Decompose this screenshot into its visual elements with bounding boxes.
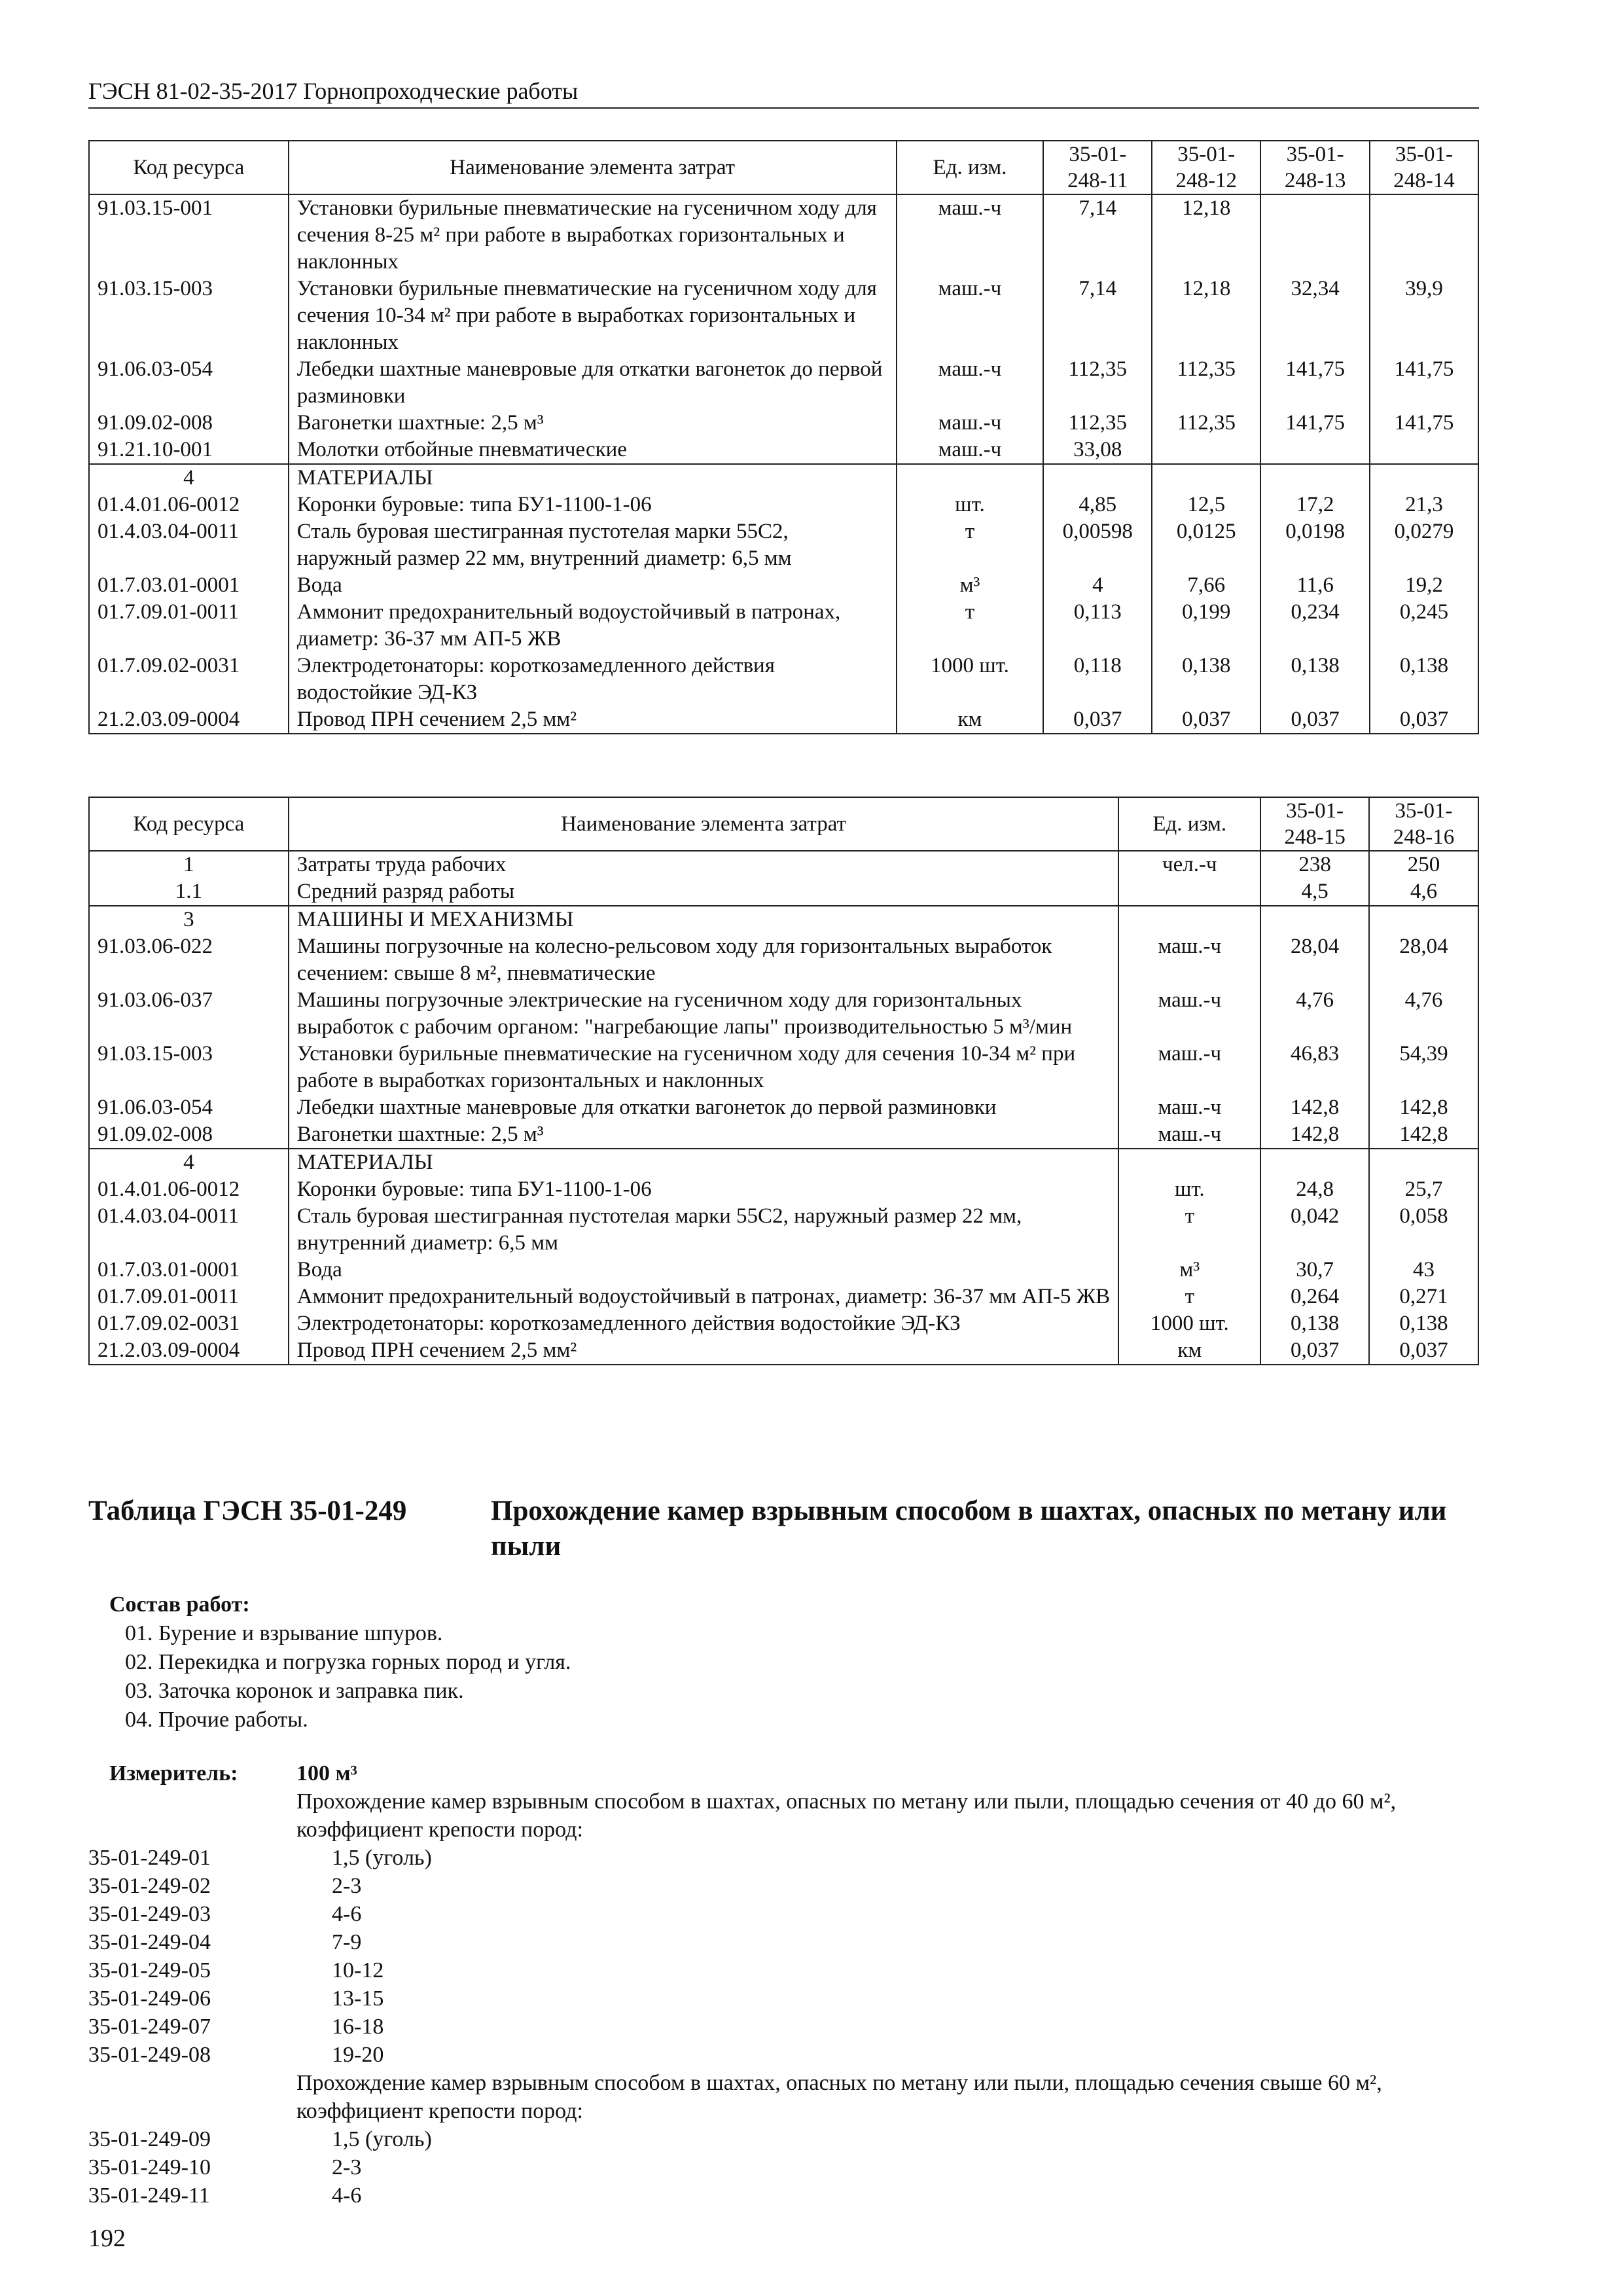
hardness-value: 10-12 [332,1958,384,1982]
resource-name: МАШИНЫ И МЕХАНИЗМЫ [289,906,1119,933]
norm-value: 142,8 [1369,1094,1478,1121]
norm-value: 28,04 [1260,933,1369,987]
resource-unit: чел.-ч [1118,851,1260,878]
table-header-row [89,141,1478,194]
norm-value: 0,037 [1260,706,1370,734]
resource-code: 91.21.10-001 [89,437,289,464]
norm-value: 0,037 [1369,1337,1478,1365]
norm-value: 0,138 [1369,1310,1478,1337]
hardness-value: 1,5 (уголь) [332,2127,432,2151]
hardness-value: 16-18 [332,2015,384,2039]
table-row [89,492,1478,518]
norm-value: 4,76 [1369,987,1478,1041]
norm-value: 4 [1043,572,1152,599]
measure-item [88,2013,1479,2041]
hardness-value: 4-6 [332,1902,362,1926]
norm-value: 0,037 [1152,706,1260,734]
section-row [89,1149,1478,1176]
norm-value: 0,234 [1260,599,1370,653]
table-row [89,653,1478,706]
column-header: Ед. изм. [1118,797,1260,851]
table-row [89,878,1478,906]
resource-name: Аммонит предохранительный водоустойчивый в патронах, диаметр: 36-37 мм АП-5 ЖВ [289,1283,1119,1310]
resource-name: Установки бурильные пневматические на гусеничном ходу для сечения 10-34 м² при работе в выработках горизонтальных и наклонных [289,1041,1119,1094]
norm-value: 19,2 [1370,572,1478,599]
norm-value [1369,1149,1478,1176]
resource-name: Аммонит предохранительный водоустойчивый в патронах, диаметр: 36-37 мм АП-5 ЖВ [289,599,897,653]
norm-code: 35-01-249-08 [88,2043,211,2067]
norm-value: 12,18 [1152,194,1260,276]
table-name: Прохождение камер взрывным способом в шахтах, опасных по метану или пыли [491,1496,1447,1562]
resource-code: 91.03.15-003 [89,276,289,356]
table-row [89,437,1478,464]
norm-value: 21,3 [1370,492,1478,518]
column-header: Код ресурса [89,797,289,851]
measure-item [88,1928,1479,1956]
resource-code: 21.2.03.09-0004 [89,1337,289,1365]
norm-value: 12,18 [1152,276,1260,356]
norm-value: 141,75 [1370,356,1478,410]
table-row [89,987,1478,1041]
column-header: Ед. изм. [897,141,1044,194]
norm-value: 142,8 [1260,1094,1369,1121]
norm-value: 142,8 [1369,1121,1478,1149]
norm-value: 7,14 [1043,194,1152,276]
table-row [89,1041,1478,1094]
norm-value: 0,113 [1043,599,1152,653]
measure-item [88,1984,1479,2013]
measure-header [88,1759,1479,1787]
norm-value: 0,264 [1260,1283,1369,1310]
section-row [89,464,1478,492]
measure-item [88,1872,1479,1900]
resource-code: 4 [89,1149,289,1176]
norm-value: 250 [1369,851,1478,878]
norm-value: 25,7 [1369,1176,1478,1203]
measure-group-desc: Прохождение камер взрывным способом в шахтах, опасных по метану или пыли, площадью сечения свыше 60 м², коэффициент крепости пород: [296,2071,1382,2123]
column-header: 35-01-248-16 [1369,797,1478,851]
resource-name: Машины погрузочные электрические на гусеничном ходу для горизонтальных выработок с рабочим органом: "нагребающие лапы" производительностью 5 м³/мин [289,987,1119,1041]
works-list [109,1619,571,1734]
norm-value: 0,245 [1370,599,1478,653]
resource-unit: маш.-ч [1118,1121,1260,1149]
resource-unit: км [897,706,1044,734]
hardness-value: 13-15 [332,1986,384,2011]
resource-name: Коронки буровые: типа БУ1-1100-1-06 [289,492,897,518]
norm-value: 141,75 [1260,410,1370,437]
table-row [89,599,1478,653]
resource-name: МАТЕРИАЛЫ [289,1149,1119,1176]
running-header: ГЭСН 81-02-35-2017 Горнопроходческие работы [88,77,1479,109]
resource-name: МАТЕРИАЛЫ [289,464,897,492]
resources-table-2 [88,797,1479,1365]
norm-value [1152,464,1260,492]
resource-name: Затраты труда рабочих [289,851,1119,878]
resource-code: 01.7.09.02-0031 [89,1310,289,1337]
table-row [89,276,1478,356]
norm-value: 0,199 [1152,599,1260,653]
resource-name: Установки бурильные пневматические на гусеничном ходу для сечения 8-25 м² при работе в выработках горизонтальных и наклонных [289,194,897,276]
norm-value [1260,194,1370,276]
norm-value: 0,138 [1260,1310,1369,1337]
resource-name: Вода [289,572,897,599]
resource-name: Сталь буровая шестигранная пустотелая марки 55С2, наружный размер 22 мм, внутренний диаметр: 6,5 мм [289,1203,1119,1257]
norm-value: 0,0279 [1370,518,1478,572]
resource-name: Провод ПРН сечением 2,5 мм² [289,706,897,734]
table-row [89,933,1478,987]
resource-unit: шт. [1118,1176,1260,1203]
table-row [89,706,1478,734]
measure-item [88,2125,1479,2153]
resource-unit: маш.-ч [1118,987,1260,1041]
column-header: 35-01-248-15 [1260,797,1369,851]
table-number: Таблица ГЭСН 35-01-249 [88,1496,407,1526]
norm-code: 35-01-249-07 [88,2015,211,2039]
resource-name: Вода [289,1257,1119,1283]
table-row [89,410,1478,437]
resource-name: Сталь буровая шестигранная пустотелая марки 55С2, наружный размер 22 мм, внутренний диаметр: 6,5 мм [289,518,897,572]
resource-unit: маш.-ч [897,276,1044,356]
resource-code: 01.4.03.04-0011 [89,518,289,572]
norm-value: 28,04 [1369,933,1478,987]
hardness-value: 19-20 [332,2043,384,2067]
resource-unit: маш.-ч [1118,1094,1260,1121]
measure-item [88,1956,1479,1984]
section-row [89,906,1478,933]
norm-value [1370,194,1478,276]
resource-code: 3 [89,906,289,933]
table-row [89,1176,1478,1203]
measure-item [88,2153,1479,2181]
norm-value [1260,1149,1369,1176]
resource-name: Установки бурильные пневматические на гусеничном ходу для сечения 10-34 м² при работе в выработках горизонтальных и наклонных [289,276,897,356]
resource-unit: маш.-ч [897,410,1044,437]
resource-code: 21.2.03.09-0004 [89,706,289,734]
column-header: Наименование элемента затрат [289,141,897,194]
norm-value: 112,35 [1043,410,1152,437]
column-header: 35-01-248-14 [1370,141,1478,194]
norm-code: 35-01-249-11 [88,2183,210,2208]
resource-code: 01.4.03.04-0011 [89,1203,289,1257]
resource-code: 91.03.06-037 [89,987,289,1041]
resource-code: 91.09.02-008 [89,410,289,437]
resource-name: Электродетонаторы: короткозамедленного действия водостойкие ЭД-КЗ [289,1310,1119,1337]
table-row [89,851,1478,878]
norm-value: 141,75 [1370,410,1478,437]
norm-value: 7,66 [1152,572,1260,599]
hardness-value: 2-3 [332,2155,362,2179]
hardness-value: 2-3 [332,1874,362,1898]
measure-block [88,1759,1479,2210]
resource-code: 91.03.06-022 [89,933,289,987]
resource-name: Средний разряд работы [289,878,1119,906]
resource-unit: км [1118,1337,1260,1365]
hardness-value: 7-9 [332,1930,362,1954]
table-row [89,1310,1478,1337]
resource-code: 91.09.02-008 [89,1121,289,1149]
column-header: Код ресурса [89,141,289,194]
column-header: Наименование элемента затрат [289,797,1119,851]
norm-value: 0,138 [1152,653,1260,706]
norm-value: 0,118 [1043,653,1152,706]
resource-name: Провод ПРН сечением 2,5 мм² [289,1337,1119,1365]
norm-value: 33,08 [1043,437,1152,464]
norm-value [1260,437,1370,464]
resource-name: Электродетонаторы: короткозамедленного действия водостойкие ЭД-КЗ [289,653,897,706]
table-row [89,1283,1478,1310]
norm-value: 112,35 [1152,356,1260,410]
measure-item [88,2181,1479,2210]
table-row [89,1121,1478,1149]
resource-code: 01.7.03.01-0001 [89,572,289,599]
table-row [89,194,1478,276]
resource-name: Машины погрузочные на колесно-рельсовом ходу для горизонтальных выработок сечением: свыше 8 м², пневматические [289,933,1119,987]
norm-code: 35-01-249-03 [88,1902,211,1926]
resource-name: Коронки буровые: типа БУ1-1100-1-06 [289,1176,1119,1203]
norm-value: 4,6 [1369,878,1478,906]
norm-value: 24,8 [1260,1176,1369,1203]
norm-value [1152,437,1260,464]
resource-code: 91.06.03-054 [89,356,289,410]
resource-code: 01.7.09.01-0011 [89,599,289,653]
resource-code: 01.4.01.06-0012 [89,492,289,518]
table-row [89,1337,1478,1365]
resource-name: Лебедки шахтные маневровые для откатки вагонеток до первой разминовки [289,1094,1119,1121]
norm-code: 35-01-249-02 [88,1874,211,1898]
column-header: 35-01-248-12 [1152,141,1260,194]
resource-unit: маш.-ч [897,356,1044,410]
works-item: 04. Прочие работы. [125,1708,308,1732]
norm-value: 112,35 [1043,356,1152,410]
column-header: 35-01-248-11 [1043,141,1152,194]
resource-unit: маш.-ч [897,437,1044,464]
works-composition [109,1590,571,1734]
norm-value: 30,7 [1260,1257,1369,1283]
norm-value: 54,39 [1369,1041,1478,1094]
resource-unit: т [897,518,1044,572]
measure-unit: 100 м³ [296,1761,357,1785]
works-item: 03. Заточка коронок и заправка пик. [125,1679,464,1703]
table-row [89,518,1478,572]
measure-item [88,1900,1479,1928]
norm-value: 43 [1369,1257,1478,1283]
norm-value: 4,5 [1260,878,1369,906]
table-row [89,1257,1478,1283]
resource-unit: т [1118,1203,1260,1257]
norm-value: 39,9 [1370,276,1478,356]
norm-value: 0,037 [1043,706,1152,734]
norm-code: 35-01-249-09 [88,2127,211,2151]
resource-unit: 1000 шт. [897,653,1044,706]
works-item: 02. Перекидка и погрузка горных пород и угля. [125,1650,571,1674]
norm-value: 142,8 [1260,1121,1369,1149]
norm-value: 0,037 [1370,706,1478,734]
table-header-row [89,797,1478,851]
resource-code: 4 [89,464,289,492]
norm-value: 4,76 [1260,987,1369,1041]
resource-unit: шт. [897,492,1044,518]
resource-unit: т [1118,1283,1260,1310]
norm-value: 0,037 [1260,1337,1369,1365]
resource-name: Вагонетки шахтные: 2,5 м³ [289,410,897,437]
hardness-value: 1,5 (уголь) [332,1846,432,1870]
resource-name: Молотки отбойные пневматические [289,437,897,464]
norm-value: 7,14 [1043,276,1152,356]
norm-value: 0,138 [1370,653,1478,706]
norm-value: 46,83 [1260,1041,1369,1094]
page-number: 192 [88,2225,126,2252]
works-label: Состав работ: [109,1592,250,1617]
norm-value [1370,437,1478,464]
norm-value: 141,75 [1260,356,1370,410]
measure-group-desc: Прохождение камер взрывным способом в шахтах, опасных по метану или пыли, площадью сечения от 40 до 60 м², коэффициент крепости пород: [296,1789,1397,1842]
norm-code: 35-01-249-05 [88,1958,211,1982]
measure-item [88,1844,1479,1872]
measure-label: Измеритель: [109,1761,238,1785]
norm-value: 0,0198 [1260,518,1370,572]
resource-code: 1.1 [89,878,289,906]
column-header: 35-01-248-13 [1260,141,1370,194]
resource-code: 1 [89,851,289,878]
norm-value [1260,464,1370,492]
resource-code: 01.7.09.01-0011 [89,1283,289,1310]
norm-value: 17,2 [1260,492,1370,518]
resource-unit: маш.-ч [897,194,1044,276]
resource-code: 91.03.15-003 [89,1041,289,1094]
norm-value [1043,464,1152,492]
norm-value: 0,042 [1260,1203,1369,1257]
resource-code: 91.06.03-054 [89,1094,289,1121]
norm-value: 0,0125 [1152,518,1260,572]
resource-code: 91.03.15-001 [89,194,289,276]
norm-value [1260,906,1369,933]
resource-code: 01.4.01.06-0012 [89,1176,289,1203]
norm-value: 112,35 [1152,410,1260,437]
norm-value: 32,34 [1260,276,1370,356]
resource-unit: м³ [1118,1257,1260,1283]
norm-value: 12,5 [1152,492,1260,518]
norm-code: 35-01-249-10 [88,2155,211,2179]
norm-value: 4,85 [1043,492,1152,518]
hardness-value: 4-6 [332,2183,362,2208]
resource-code: 01.7.03.01-0001 [89,1257,289,1283]
works-item: 01. Бурение и взрывание шпуров. [125,1621,443,1645]
norm-value: 238 [1260,851,1369,878]
norm-value [1370,464,1478,492]
norm-value: 11,6 [1260,572,1370,599]
norm-code: 35-01-249-04 [88,1930,211,1954]
table-row [89,1094,1478,1121]
norm-code: 35-01-249-06 [88,1986,211,2011]
table-row [89,1203,1478,1257]
norm-value [1369,906,1478,933]
norm-value: 0,271 [1369,1283,1478,1310]
resource-unit: т [897,599,1044,653]
resource-unit [1118,906,1260,933]
resource-unit [1118,1149,1260,1176]
resource-unit: маш.-ч [1118,933,1260,987]
resource-unit: маш.-ч [1118,1041,1260,1094]
resource-unit [1118,878,1260,906]
table-row [89,572,1478,599]
resource-unit [897,464,1044,492]
norm-value: 0,058 [1369,1203,1478,1257]
norm-value: 0,00598 [1043,518,1152,572]
table-row [89,356,1478,410]
resource-name: Вагонетки шахтные: 2,5 м³ [289,1121,1119,1149]
resource-unit: м³ [897,572,1044,599]
resource-unit: 1000 шт. [1118,1310,1260,1337]
norm-code: 35-01-249-01 [88,1846,211,1870]
resources-table-1 [88,140,1479,734]
resource-code: 01.7.09.02-0031 [89,653,289,706]
measure-item [88,2041,1479,2069]
resource-name: Лебедки шахтные маневровые для откатки вагонеток до первой разминовки [289,356,897,410]
norm-value: 0,138 [1260,653,1370,706]
